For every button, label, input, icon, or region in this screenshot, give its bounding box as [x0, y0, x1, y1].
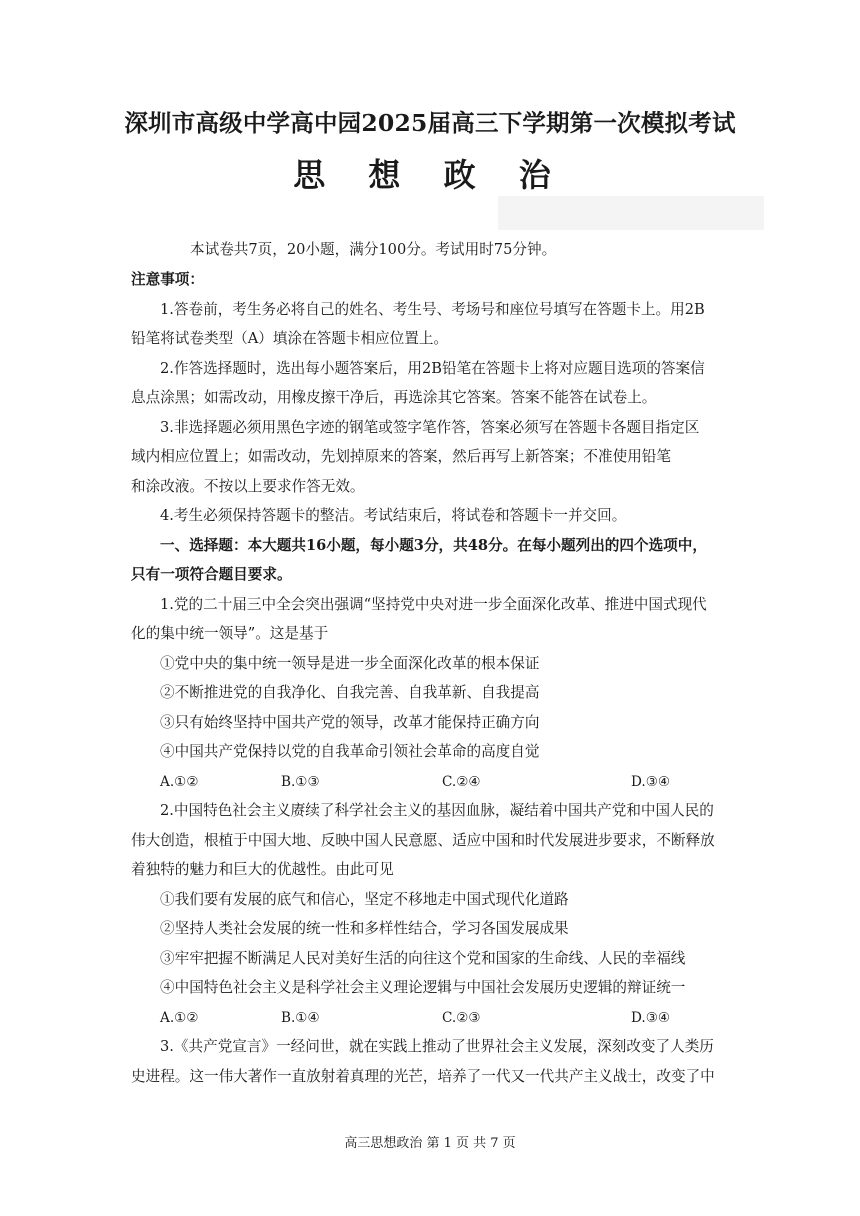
page-footer: 高三思想政治 第 1 页 共 7 页	[344, 1136, 516, 1151]
question-2-item: ①我们要有发展的底气和信心，坚定不移地走中国式现代化道路	[160, 891, 569, 908]
question-3-stem: 史进程。这一伟大著作一直放射着真理的光芒，培养了一代又一代共产主义战士，改变了中	[131, 1068, 715, 1085]
notice-line: 1.答卷前，考生务必将自己的姓名、考生号、考场号和座位号填写在答题卡上。用2B	[160, 301, 705, 318]
intro-line: 本试卷共7页，20小题，满分100分。考试用时75分钟。	[190, 241, 557, 258]
question-1-item: ②不断推进党的自我净化、自我完善、自我革新、自我提高	[160, 684, 540, 701]
question-1-item: ③只有始终坚持中国共产党的领导，改革才能保持正确方向	[160, 714, 540, 731]
option-c: C.②③	[442, 1010, 481, 1026]
question-1-item: ①党中央的集中统一领导是进一步全面深化改革的根本保证	[160, 655, 540, 672]
notice-line: 2.作答选择题时，选出每小题答案后，用2B铅笔在答题卡上将对应题目选项的答案信	[160, 360, 705, 377]
question-1-stem: 化的集中统一领导”。这是基于	[131, 625, 329, 642]
option-d: D.③④	[631, 774, 671, 790]
notice-line: 息点涂黑；如需改动，用橡皮擦干净后，再选涂其它答案。答案不能答在试卷上。	[131, 389, 657, 406]
option-c: C.②④	[442, 774, 481, 790]
subject-title: 思 想 政 治	[293, 156, 567, 194]
question-2-item: ④中国特色社会主义是科学社会主义理论逻辑与中国社会发展历史逻辑的辩证统一	[160, 979, 686, 996]
scan-smudge	[498, 196, 764, 230]
option-a: A.①②	[160, 1010, 199, 1026]
question-2-item: ②坚持人类社会发展的统一性和多样性结合，学习各国发展成果	[160, 920, 569, 937]
option-d: D.③④	[631, 1010, 671, 1026]
option-a: A.①②	[160, 774, 199, 790]
notice-line: 铅笔将试卷类型（A）填涂在答题卡相应位置上。	[131, 330, 449, 347]
section-heading: 只有一项符合题目要求。	[131, 566, 292, 583]
notice-heading: 注意事项：	[131, 271, 204, 288]
question-1-item: ④中国共产党保持以党的自我革命引领社会革命的高度自觉	[160, 743, 540, 760]
question-3-stem: 3.《共产党宣言》一经问世，就在实践上推动了世界社会主义发展，深刻改变了人类历	[160, 1038, 714, 1055]
exam-title: 深圳市高级中学高中园2025届高三下学期第一次模拟考试	[124, 109, 736, 137]
option-b: B.①③	[281, 774, 320, 790]
question-2-stem: 伟大创造，根植于中国大地、反映中国人民意愿、适应中国和时代发展进步要求，不断释放	[131, 832, 715, 849]
question-2-stem: 着独特的魅力和巨大的优越性。由此可见	[131, 861, 394, 878]
question-2-item: ③牢牢把握不断满足人民对美好生活的向往这个党和国家的生命线、人民的幸福线	[160, 950, 686, 967]
notice-line: 域内相应位置上；如需改动，先划掉原来的答案，然后再写上新答案；不准使用铅笔	[131, 448, 671, 465]
notice-line: 4.考生必须保持答题卡的整洁。考试结束后，将试卷和答题卡一并交回。	[160, 507, 627, 524]
question-2-stem: 2.中国特色社会主义赓续了科学社会主义的基因血脉，凝结着中国共产党和中国人民的	[160, 802, 714, 819]
notice-line: 和涂改液。不按以上要求作答无效。	[131, 478, 365, 495]
question-1-stem: 1.党的二十届三中全会突出强调“坚持党中央对进一步全面深化改革、推进中国式现代	[160, 596, 707, 613]
notice-line: 3.非选择题必须用黑色字迹的钢笔或签字笔作答，答案必须写在答题卡各题目指定区	[160, 419, 700, 436]
section-heading: 一、选择题：本大题共16小题，每小题3分，共48分。在每小题列出的四个选项中，	[160, 537, 707, 554]
option-b: B.①④	[281, 1010, 320, 1026]
